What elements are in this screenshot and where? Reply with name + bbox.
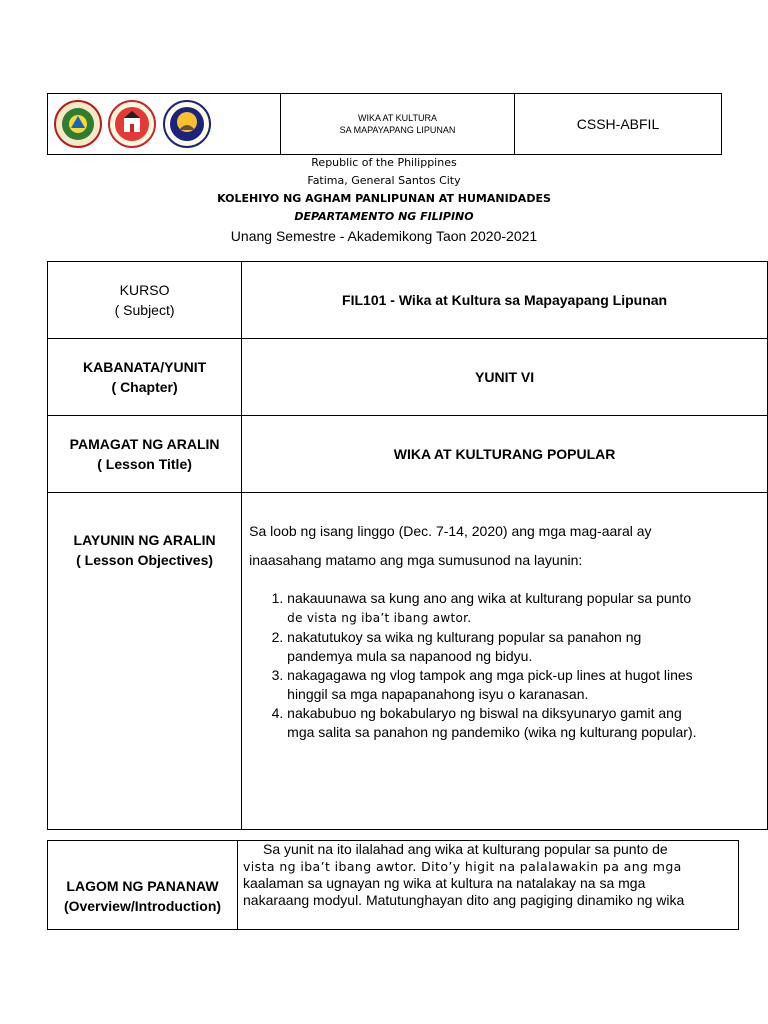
- letterhead-department: DEPARTAMENTO NG FILIPINO: [294, 210, 474, 223]
- pamagat-value: WIKA AT KULTURANG POPULAR: [242, 416, 768, 493]
- kabanata-label-cell: [48, 339, 242, 416]
- list-item: [287, 628, 749, 666]
- letterhead-country: Republic of the Philippines: [311, 156, 457, 169]
- objective-3-line2: hinggil sa mga napapanahong isyu o karanasan.: [287, 686, 589, 702]
- objective-2-line2: pandemya mula sa napanood ng bidyu.: [287, 648, 533, 664]
- kurso-label: KURSO: [119, 282, 170, 298]
- overview-text: [238, 841, 739, 930]
- overview-line4: nakaraang modyul. Matutunghayan dito ang pagiging dinamiko ng wika: [243, 892, 685, 908]
- university-seal-icon: [54, 100, 102, 148]
- logos-cell: [48, 94, 281, 155]
- layunin-label: LAYUNIN NG ARALIN: [73, 532, 216, 548]
- overview-line1: Sa yunit na ito ilalahad ang wika at kulturang popular sa punto de: [263, 841, 668, 857]
- kabanata-value: YUNIT VI: [242, 339, 768, 416]
- list-item: [287, 666, 749, 704]
- kabanata-sublabel: ( Chapter): [111, 379, 178, 395]
- objective-2-line1: nakatutukoy sa wika ng kulturang popular sa panahon ng: [287, 629, 642, 645]
- letterhead-location: Fatima, General Santos City: [307, 174, 461, 187]
- list-item: [287, 704, 749, 742]
- layunin-intro-line2: inaasahang matamo ang mga sumusunod na layunin:: [249, 552, 583, 568]
- overview-table: [47, 840, 739, 930]
- document-header: [47, 93, 722, 155]
- objective-1-line1: nakauunawa sa kung ano ang wika at kulturang popular sa punto: [287, 590, 692, 606]
- row-pamagat: [48, 416, 768, 493]
- pamagat-label: PAMAGAT NG ARALIN: [69, 436, 220, 452]
- pamagat-sublabel: ( Lesson Title): [97, 456, 192, 472]
- layunin-sublabel: ( Lesson Objectives): [76, 552, 214, 568]
- kabanata-label: KABANATA/YUNIT: [83, 359, 207, 375]
- list-item: [287, 589, 749, 628]
- layunin-intro-line1: Sa loob ng isang linggo (Dec. 7-14, 2020) ang mga mag-aaral ay: [249, 523, 652, 539]
- kurso-label-cell: [48, 262, 242, 339]
- department-seal-icon: [163, 100, 211, 148]
- row-layunin: [48, 493, 768, 830]
- objective-1-line2: de vista ng iba’t ibang awtor.: [287, 611, 472, 625]
- letterhead-college: KOLEHIYO NG AGHAM PANLIPUNAN AT HUMANIDADES: [217, 192, 551, 205]
- overview-sublabel: (Overview/Introduction): [63, 897, 222, 914]
- header-code: CSSH-ABFIL: [515, 94, 722, 155]
- header-title-line2: SA MAPAYAPANG LIPUNAN: [339, 125, 456, 135]
- layunin-label-cell: [48, 493, 242, 830]
- header-title-line1: WIKA AT KULTURA: [357, 113, 438, 123]
- objective-4-line2: mga salita sa panahon ng pandemiko (wika ng kulturang popular).: [287, 724, 697, 740]
- letterhead: [0, 154, 768, 246]
- letterhead-semester: Unang Semestre - Akademikong Taon 2020-2021: [230, 228, 538, 244]
- overview-line3: kaalaman sa ugnayan ng wika at kultura na natalakay na sa mga: [243, 875, 646, 891]
- college-seal-icon: [108, 100, 156, 148]
- objectives-list: [249, 589, 749, 742]
- objective-3-line1: nakagagawa ng vlog tampok ang mga pick-up lines at hugot lines: [287, 667, 693, 683]
- overview-label-cell: [48, 841, 238, 930]
- overview-line2: vista ng iba’t ibang awtor. Dito’y higit na palalawakin pa ang mga: [243, 859, 682, 874]
- overview-label: LAGOM NG PANANAW: [66, 877, 219, 894]
- objective-4-line1: nakabubuo ng bokabularyo ng biswal na diksyunaryo gamit ang: [287, 705, 682, 721]
- layunin-intro: [249, 517, 749, 575]
- kurso-sublabel: ( Subject): [114, 302, 175, 318]
- row-kurso: [48, 262, 768, 339]
- header-course-title: [281, 94, 515, 155]
- layunin-content: [242, 493, 768, 830]
- pamagat-label-cell: [48, 416, 242, 493]
- kurso-value: FIL101 - Wika at Kultura sa Mapayapang Lipunan: [242, 262, 768, 339]
- lesson-info-table: [47, 261, 768, 830]
- row-kabanata: [48, 339, 768, 416]
